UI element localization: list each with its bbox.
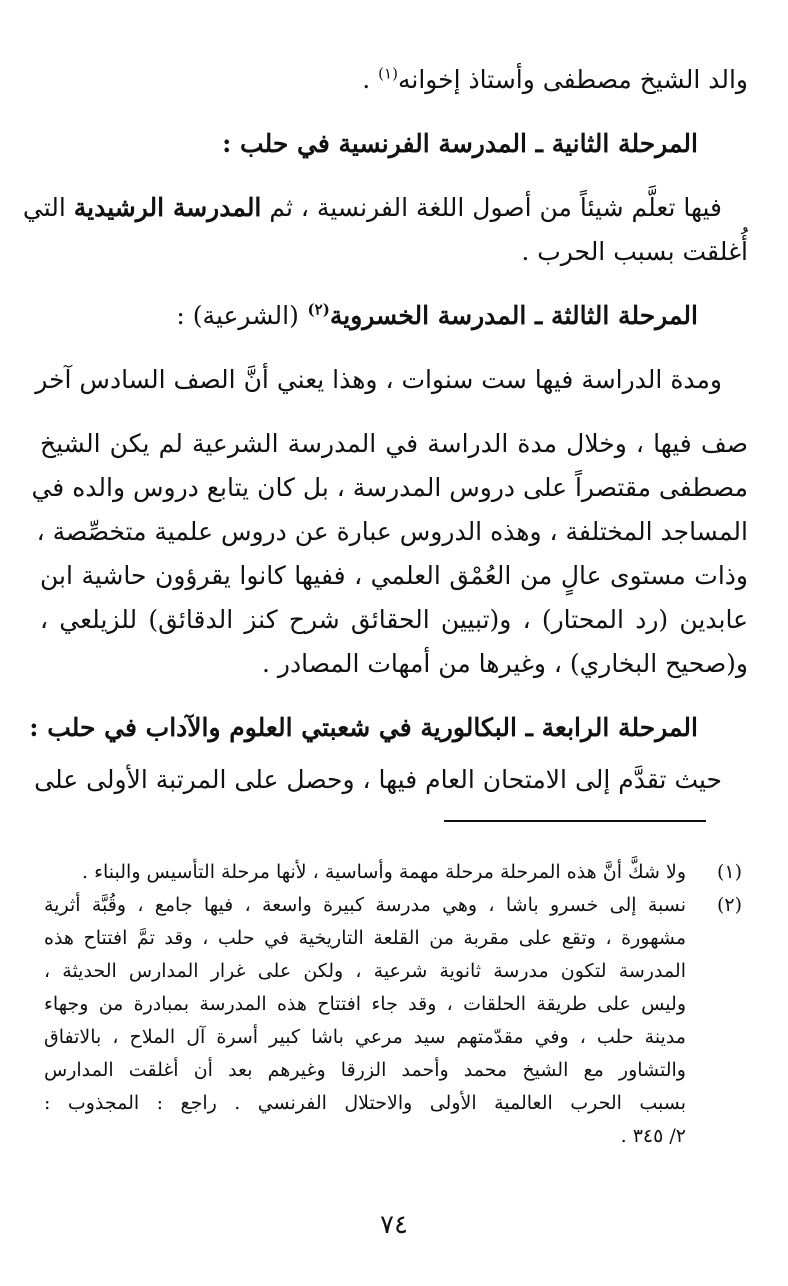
- footnote-line: والتشاور مع الشيخ محمد وأحمد الزرقا وغيرهم بعد أن أغلقت المدارس: [44, 1059, 686, 1081]
- text-line-9: عابدين (رد المحتار) ، و(تبيين الحقائق شرح كنز الدقائق) للزيلعي ،: [40, 605, 748, 634]
- bold-term: المدرسة الرشيدية: [73, 193, 262, 222]
- footnote-1: [44, 856, 742, 889]
- text-line-1: [40, 58, 748, 102]
- footnote-separator: [444, 820, 706, 822]
- line-text: والد الشيخ مصطفى وأستاذ إخوانه: [397, 65, 748, 94]
- section-heading-4: المرحلة الرابعة ـ البكالورية في شعبتي العلوم والآداب في حلب :: [29, 713, 698, 742]
- heading-end: (الشرعية) :: [176, 301, 299, 330]
- section-heading-3: [40, 294, 748, 338]
- heading-text: المرحلة الثالثة ـ المدرسة الخسروية: [329, 301, 698, 330]
- footnote-line: المدرسة لتكون مدرسة ثانوية شرعية ، ولكن على غرار المدارس الحديثة ،: [44, 960, 686, 982]
- text-line-4: ومدة الدراسة فيها ست سنوات ، وهذا يعني أنَّ الصف السادس آخر: [35, 365, 722, 394]
- footnote-line: وليس على طريقة الحلقات ، وقد جاء افتتاح هذه المدرسة بمبادرة من وجهاء: [44, 993, 686, 1015]
- page-number: ٧٤: [380, 1210, 408, 1240]
- footnote-ref-2[interactable]: (٢): [307, 300, 330, 319]
- footnote-2: [44, 889, 742, 1153]
- footnote-number: (٢): [716, 894, 742, 916]
- line-end: التي: [22, 193, 66, 222]
- footnote-line: ولا شكَّ أنَّ هذه المرحلة مرحلة مهمة وأساسية ، لأنها مرحلة التأسيس والبناء .: [81, 861, 686, 883]
- footnote-line: ٢/ ٣٤٥ .: [620, 1125, 686, 1147]
- text-line-5: صف فيها ، وخلال مدة الدراسة في المدرسة الشرعية لم يكن الشيخ: [40, 429, 748, 458]
- footnotes: [44, 856, 742, 1153]
- footnote-line: نسبة إلى خسرو باشا ، وهي مدرسة كبيرة واسعة ، فيها جامع ، وقُبَّة أثرية: [44, 894, 686, 916]
- line-text: فيها تعلَّم شيئاً من أصول اللغة الفرنسية ، ثم: [269, 193, 722, 222]
- text-line-2: [22, 186, 748, 230]
- text-line-8: وذات مستوى عالٍ من العُمْق العلمي ، ففيها كانوا يقرؤون حاشية ابن: [40, 561, 748, 590]
- section-heading-2: المرحلة الثانية ـ المدرسة الفرنسية في حلب :: [222, 129, 698, 158]
- text-line-11: حيث تقدَّم إلى الامتحان العام فيها ، وحصل على المرتبة الأولى على: [34, 765, 722, 794]
- text-line-3: أُغلقت بسبب الحرب .: [521, 237, 748, 266]
- text-line-6: مصطفى مقتصراً على دروس المدرسة ، بل كان يتابع دروس والده في: [31, 473, 748, 502]
- footnote-line: مدينة حلب ، وفي مقدّمتهم سيد مرعي باشا كبير أسرة آل الملاح ، بالاتفاق: [44, 1026, 686, 1048]
- line-end: .: [362, 65, 371, 94]
- footnote-line: بسبب الحرب العالمية الأولى والاحتلال الفرنسي . راجع : المجذوب :: [44, 1092, 686, 1114]
- footnote-number: (١): [716, 861, 742, 883]
- main-text: [22, 58, 748, 802]
- footnote-ref-1[interactable]: (١): [378, 64, 398, 83]
- text-line-10: و(صحيح البخاري) ، وغيرها من أمهات المصادر .: [261, 649, 748, 678]
- footnote-line: مشهورة ، وتقع على مقربة من القلعة التاريخية في حلب ، وقد تمَّ افتتاح هذه: [44, 927, 686, 949]
- text-line-7: المساجد المختلفة ، وهذه الدروس عبارة عن دروس علمية متخصِّصة ،: [36, 517, 748, 546]
